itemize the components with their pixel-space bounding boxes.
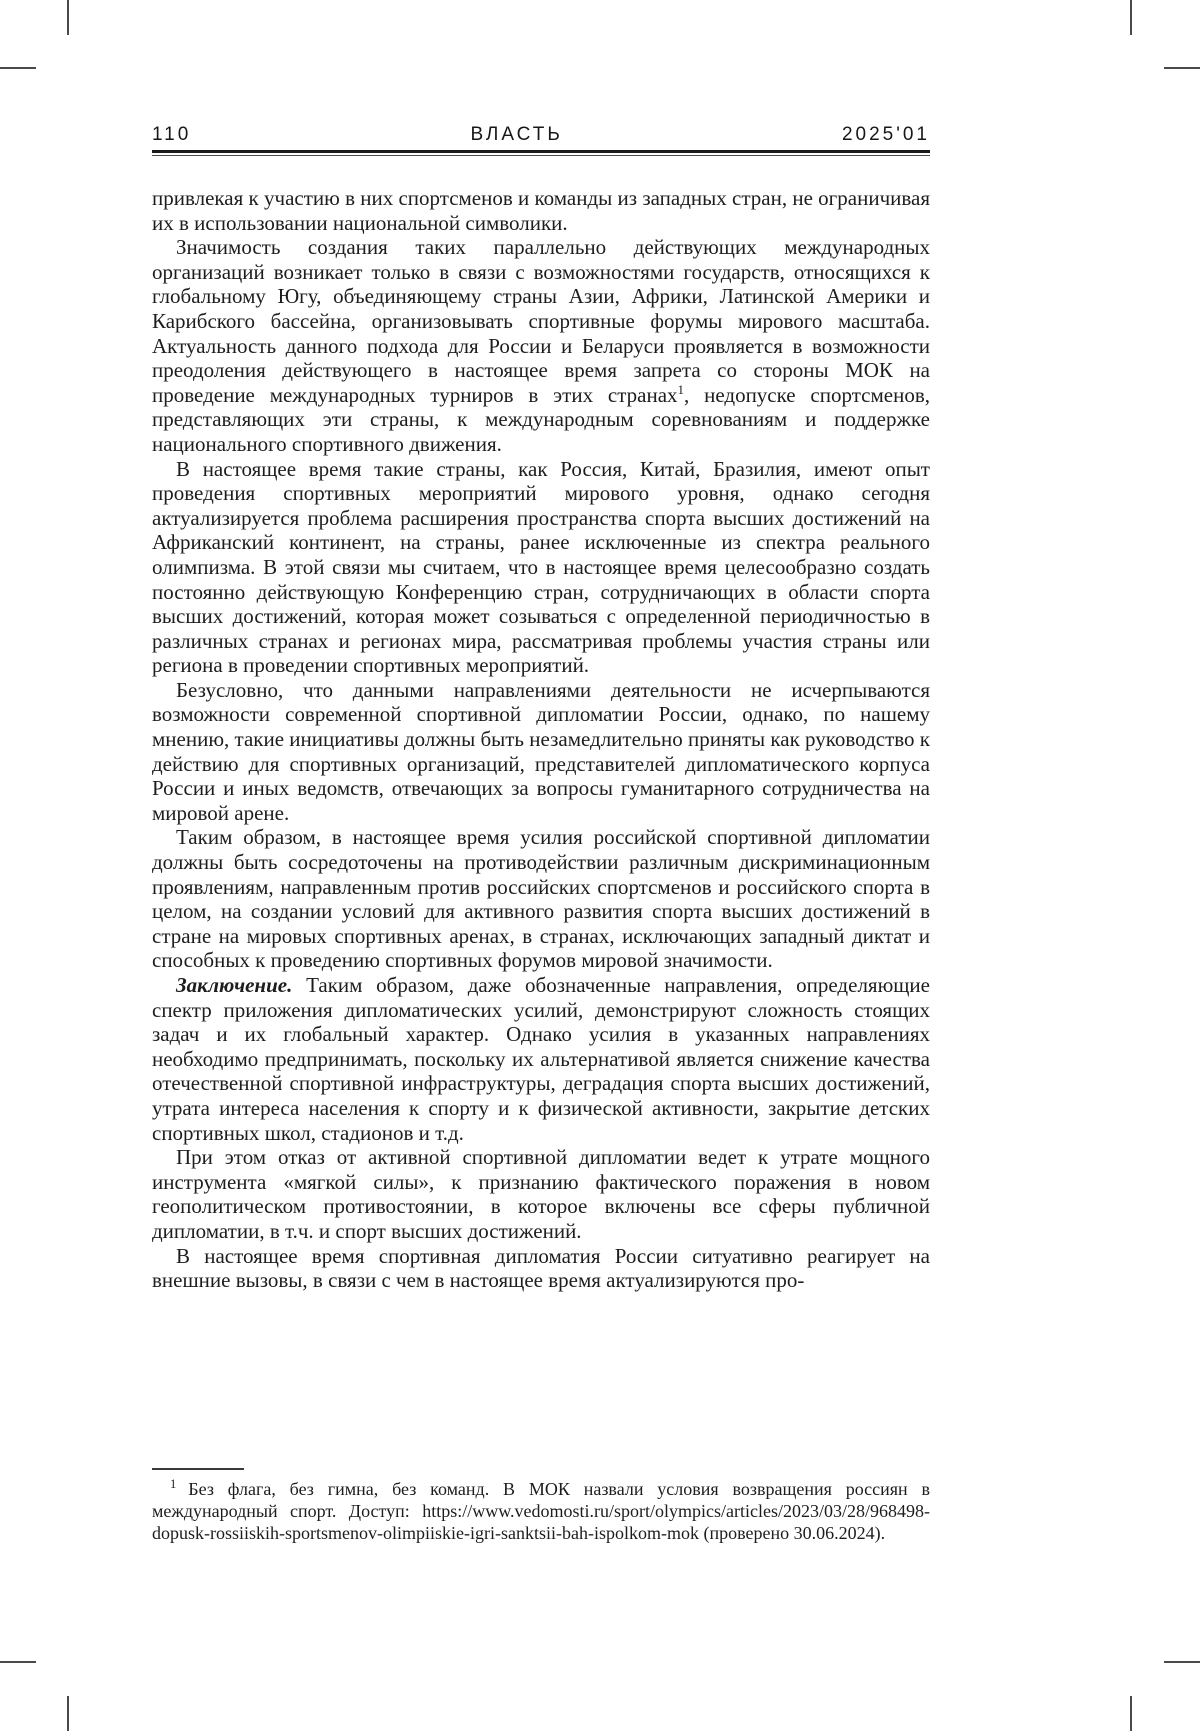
footnote-marker: 1 xyxy=(170,1477,177,1491)
paragraph: Заключение. Таким образом, даже обозначенные направления, определяющие спектр приложения дипломатических усилий, демонстрируют сложность стоящих задач и их глобальный характер. Однако усилия в указанных направлениях необходимо предпринимать, поскольку их альтернативой является снижение качества отечественной спортивной инфраструктуры, деградация спорта высших достижений, утрата интереса населения к спорту и к физической активности, закрытие детских спортивных школ, стадионов и т.д. xyxy=(152,973,930,1145)
crop-mark-bottom-left-horizontal xyxy=(0,1661,36,1663)
paragraph: Значимость создания таких параллельно действующих международных организаций возникает только в связи с возможностями государств, относящихся к глобальному Югу, объединяющему страны Азии, Африки, Латинской Америки и Карибского бассейна, организовывать спортивные форумы мирового масштаба. Актуальность данного подхода для России и Беларуси проявляется в возможности преодоления действующего в настоящее время запрета со стороны МОК на проведение международных турниров в этих странах$^1$, недопуске спортсменов, представляющих эти страны, к международным соревнованиям и поддержке национального спортивного движения. xyxy=(152,235,930,456)
paragraph-lead-in: Заключение. xyxy=(176,973,293,997)
paragraph: Безусловно, что данными направлениями деятельности не исчерпываются возможности современной спортивной дипломатии России, однако, по нашему мнению, такие инициативы должны быть незамедлительно приняты как руководство к действию для спортивных организаций, представителей дипломатического корпуса России и иных ведомств, отвечающих за вопросы гуманитарного сотрудничества на мировой арене. xyxy=(152,677,930,825)
paragraph: В настоящее время спортивная дипломатия России ситуативно реагирует на внешние вызовы, в связи с чем в настоящее время актуализируются про- xyxy=(152,1243,930,1293)
journal-title: ВЛАСТЬ xyxy=(470,124,563,145)
paragraph: Таким образом, в настоящее время усилия российской спортивной дипломатии должны быть сосредоточены на противодействии различным дискриминационным проявлениям, направленным против российских спортсменов и российского спорта в целом, на создании условий для активного развития спорта высших достижений в стране на мировых спортивных аренах, в странах, исключающих западный диктат и способных к проведению спортивных форумов мировой значимости. xyxy=(152,825,930,973)
crop-mark-top-left-vertical xyxy=(67,0,69,35)
article-body xyxy=(152,186,930,1293)
crop-mark-top-right-horizontal xyxy=(1164,67,1200,69)
crop-mark-bottom-right-horizontal xyxy=(1164,1661,1200,1663)
crop-mark-bottom-right-vertical xyxy=(1130,1696,1132,1731)
crop-mark-bottom-left-vertical xyxy=(67,1696,69,1731)
paragraph: В настоящее время такие страны, как Россия, Китай, Бразилия, имеют опыт проведения спортивных мероприятий мирового уровня, однако сегодня актуализируется проблема расширения пространства спорта высших достижений на Африканский континент, на страны, ранее исключенные из спектра реального олимпизма. В этой связи мы считаем, что в настоящее время целесообразно создать постоянно действующую Конференцию стран, сотрудничающих в области спорта высших достижений, которая может созываться с определенной периодичностью в различных странах и регионах мира, рассматривая проблемы участия страны или региона в проведении спортивных мероприятий. xyxy=(152,456,930,678)
crop-mark-top-left-horizontal xyxy=(0,67,36,69)
running-head xyxy=(152,124,930,146)
paragraph: При этом отказ от активной спортивной дипломатии ведет к утрате мощного инструмента «мягкой силы», к признанию фактического поражения в новом геополитическом противостоянии, в которое включены все сферы публичной дипломатии, в т.ч. и спорт высших достижений. xyxy=(152,1145,930,1243)
header-rule xyxy=(152,150,930,156)
paragraph: привлекая к участию в них спортсменов и команды из западных стран, не ограничивая их в использовании национальной символики. xyxy=(152,186,930,235)
footnote-separator xyxy=(152,1468,244,1470)
issue-label: 2025'01 xyxy=(841,124,930,145)
footnote-text: Без флага, без гимна, без команд. В МОК назвали условия возвращения россиян в международный спорт. Доступ: https://www.vedomosti.ru/sport/olympics/articles/2023/03/28/968498-dopusk-rossiiskih-sportsmenov-olimpiiskie-igri-sanktsii-bah-ispolkom-mok (проверено 30.06.2024). xyxy=(152,1479,930,1544)
footnote-reference: 1 xyxy=(677,381,685,397)
footnote xyxy=(152,1478,930,1545)
crop-mark-top-right-vertical xyxy=(1130,0,1132,35)
page-number: 110 xyxy=(152,124,192,145)
